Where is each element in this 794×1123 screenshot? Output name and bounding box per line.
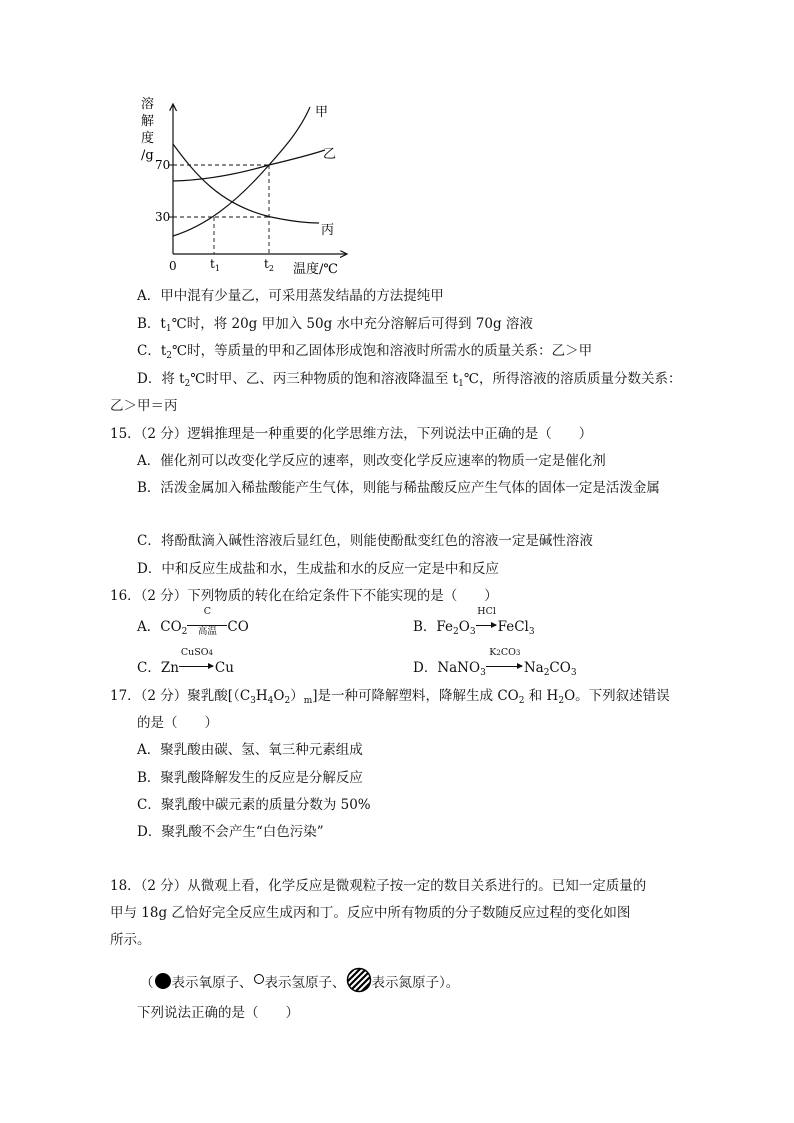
y-axis-label-part: /g [141, 148, 154, 163]
reaction-arrow: CuSO4 [179, 658, 215, 674]
q14-option-d-cont: 乙＞甲＝丙 [110, 398, 178, 414]
q17-option-c: C．聚乳酸中碳元素的质量分数为 50% [137, 797, 371, 813]
q15-option-b: B．活泼金属加入稀盐酸能产生气体，则能与稀盐酸反应产生气体的固体一定是活泼金属 [137, 480, 660, 496]
q18-stem-line1: 18．（2 分）从微观上看，化学反应是微观粒子按一定的数目关系进行的。已知一定质量的 [110, 878, 647, 894]
q18-stem-line2: 甲与 18g 乙恰好完全反应生成丙和丁。反应中所有物质的分子数随反应过程的变化如图 [110, 905, 631, 921]
nitrogen-atom-icon [346, 967, 372, 993]
series-label-bing: 丙 [321, 223, 335, 238]
y-tick-label: 30 [155, 210, 171, 224]
x-tick-t2: $t_2$ [264, 257, 274, 273]
curve-bing [173, 144, 319, 223]
q17-stem: 17．（2 分）聚乳酸$[(C_3H_4O_2)_m]$是一种可降解塑料，降解生成 $CO_2$ 和 $H_2O$。下列叙述错误 [110, 688, 670, 706]
q17-option-b: B．聚乳酸降解发生的反应是分解反应 [137, 770, 363, 786]
oxygen-atom-icon [154, 972, 172, 990]
q16-option-a: A．$CO_2$ C 高温 CO [137, 606, 249, 637]
q17-stem-line2: 的是（ ） [137, 715, 218, 731]
q16-option-d: D．NaNO$_3$ K2CO3 $Na_2CO_3$ [413, 647, 577, 678]
x-axis-label: 温度/℃ [293, 262, 338, 277]
y-axis-label-part: 度 [141, 131, 155, 146]
solubility-chart [125, 92, 365, 282]
y-tick-label: 70 [155, 158, 171, 172]
q18-question: 下列说法正确的是（ ） [137, 1005, 299, 1021]
q16-option-b: B．$Fe_2O_3$ HCl FeCl$_3$ [413, 606, 535, 637]
x-tick-t1: $t_1$ [210, 257, 220, 273]
curve-yi [173, 150, 325, 181]
q18-stem-line3: 所示。 [110, 932, 151, 948]
q15-stem: 15．（2 分）逻辑推理是一种重要的化学思维方法，下列说法中正确的是（ ） [110, 426, 593, 442]
q17-option-a: A．聚乳酸由碳、氢、氧三种元素组成 [137, 742, 363, 758]
series-label-jia: 甲 [315, 105, 329, 120]
series-label-yi: 乙 [323, 147, 337, 162]
q14-option-d: D．将 $t_2℃$时甲、乙、丙三种物质的饱和溶液降温至 $t_1℃$，所得溶液的溶质质量分数关系： [137, 371, 682, 389]
q16-option-c: C．Zn CuSO4 Cu [137, 647, 234, 676]
hydrogen-atom-icon [253, 973, 265, 985]
reaction-arrow: HCl [476, 617, 498, 633]
origin-label: 0 [169, 259, 177, 273]
q14-option-c: C．$t_2℃$时，等质量的甲和乙固体形成饱和溶液时所需水的质量关系：乙＞甲 [137, 343, 593, 361]
q15-option-d: D．中和反应生成盐和水，生成盐和水的反应一定是中和反应 [137, 561, 499, 577]
q15-option-c: C．将酚酞滴入碱性溶液后显红色，则能使酚酞变红色的溶液一定是碱性溶液 [137, 533, 593, 549]
y-axis-label [141, 96, 154, 163]
q14-option-b: B．$t_1℃$时，将 20g 甲加入 50g 水中充分溶解后可得到 70g 溶液 [137, 316, 533, 334]
q17-option-d: D．聚乳酸不会产生“白色污染” [137, 824, 324, 840]
reaction-arrow: C 高温 [187, 617, 227, 633]
y-axis-label-part: 溶 [141, 97, 155, 112]
y-axis-label-part: 解 [141, 114, 155, 129]
q14-option-a: A．甲中混有少量乙，可采用蒸发结晶的方法提纯甲 [137, 288, 444, 304]
reaction-arrow: K2CO3 [486, 658, 524, 674]
q16-stem: 16．（2 分）下列物质的转化在给定条件下不能实现的是（ ） [110, 588, 498, 604]
q15-option-a: A．催化剂可以改变化学反应的速率，则改变化学反应速率的物质一定是催化剂 [137, 453, 606, 469]
q18-legend: （ 表示氧原子、 表示氢原子、 表示氮原子）。 [140, 967, 459, 993]
